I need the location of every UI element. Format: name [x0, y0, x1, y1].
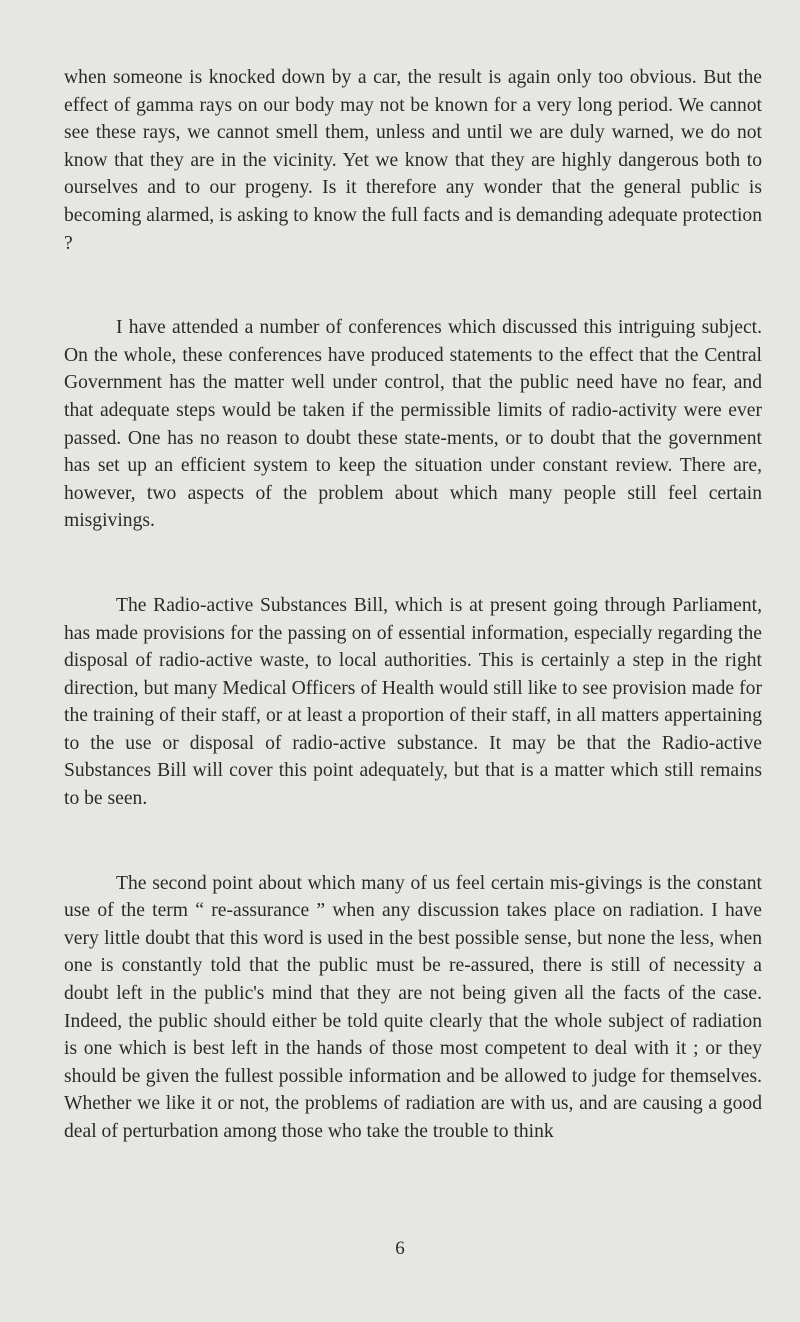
- paragraph-conferences: I have attended a number of conferences which discussed this intriguing subject. On the whole, these conferences have produced statements to the effect that the Central Government has the matter well under control, that the public need have no fear, and that adequate steps would be taken if the permissible limits of radio-activity were ever passed. One has no reason to doubt these state-ments, or to doubt that the government has set up an efficient system to keep the situation under constant review. There are, however, two aspects of the problem about which many people still feel certain misgivings.: [64, 317, 762, 532]
- paragraph-spacer: [64, 257, 762, 314]
- document-body: [64, 64, 762, 1146]
- paragraph-spacer: [64, 813, 762, 870]
- paragraph-spacer: [64, 535, 762, 592]
- page-number: 6: [395, 1238, 405, 1259]
- paragraph-radioactive-bill: The Radio-active Substances Bill, which is at present going through Parliament, has made provisions for the passing on of essential information, especially regarding the disposal of radio-active waste, to local authorities. This is certainly a step in the right direction, but many Medical Officers of Health would still like to see provision made for the training of their staff, or at least a proportion of their staff, in all matters appertaining to the use or disposal of radio-active substance. It may be that the Radio-active Substances Bill will cover this point adequately, but that is a matter which still remains to be seen.: [64, 594, 762, 810]
- paragraph-reassurance: The second point about which many of us feel certain mis-givings is the constant use of the term “ re-assurance ” when any discussion takes place on radiation. I have very little doubt that this word is used in the best possible sense, but none the less, when one is constantly told that the public must be re-assured, there is still of necessity a doubt left in the public's mind that they are not being given all the facts of the case. Indeed, the public should either be told quite clearly that the whole subject of radiation is one which is best left in the hands of those most competent to deal with it ; or they should be given the fullest possible information and be allowed to judge for themselves. Whether we like it or not, the problems of radiation are with us, and are causing a good deal of perturbation among those who take the trouble to think: [64, 872, 762, 1142]
- paragraph-continuation: when someone is knocked down by a car, the result is again only too obvious. But the effect of gamma rays on our body may not be known for a very long period. We cannot see these rays, we cannot smell them, unless and until we are duly warned, we do not know that they are in the vicinity. Yet we know that they are highly dangerous both to ourselves and to our progeny. Is it therefore any wonder that the general public is becoming alarmed, is asking to know the full facts and is demanding adequate protection ?: [64, 67, 762, 254]
